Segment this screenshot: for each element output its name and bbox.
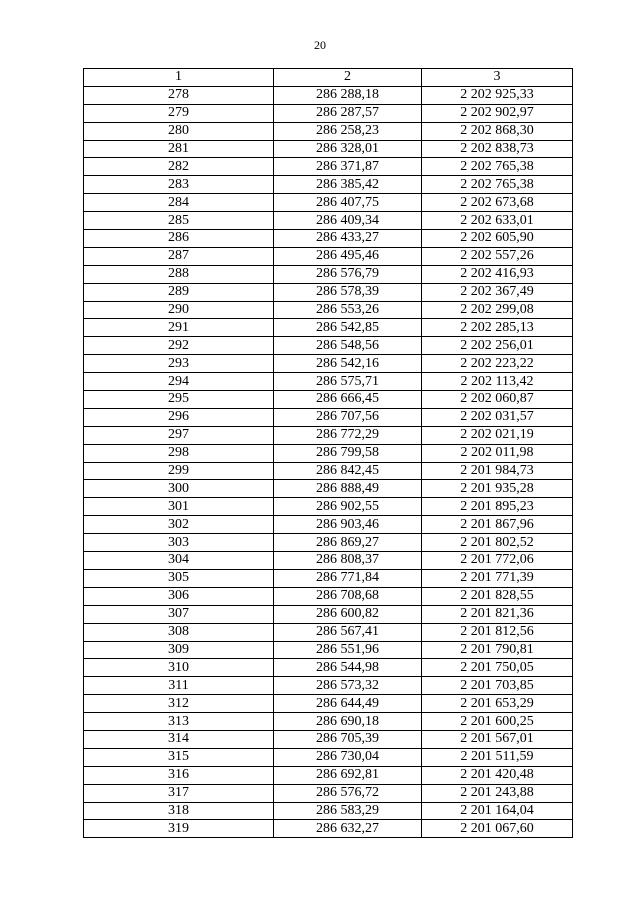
table-row [84,605,573,623]
y-coordinate-cell: 2 202 416,93 [422,265,573,283]
column-header-1: 1 [84,69,274,87]
table-row [84,194,573,212]
table-row [84,659,573,677]
y-coordinate-cell: 2 201 802,52 [422,534,573,552]
point-number-cell: 299 [84,462,274,480]
x-coordinate-cell: 286 548,56 [274,337,422,355]
table-row [84,337,573,355]
x-coordinate-cell: 286 576,79 [274,265,422,283]
table-row [84,695,573,713]
table-row [84,212,573,230]
table-row [84,480,573,498]
y-coordinate-cell: 2 201 895,23 [422,498,573,516]
point-number-cell: 297 [84,426,274,444]
y-coordinate-cell: 2 202 256,01 [422,337,573,355]
y-coordinate-cell: 2 201 067,60 [422,820,573,838]
y-coordinate-cell: 2 201 750,05 [422,659,573,677]
y-coordinate-cell: 2 202 673,68 [422,194,573,212]
x-coordinate-cell: 286 328,01 [274,140,422,158]
table-row [84,802,573,820]
point-number-cell: 294 [84,373,274,391]
y-coordinate-cell: 2 202 223,22 [422,355,573,373]
y-coordinate-cell: 2 202 060,87 [422,391,573,409]
x-coordinate-cell: 286 573,32 [274,677,422,695]
y-coordinate-cell: 2 201 703,85 [422,677,573,695]
page-number: 20 [314,38,326,52]
y-coordinate-cell: 2 201 653,29 [422,695,573,713]
point-number-cell: 316 [84,766,274,784]
point-number-cell: 311 [84,677,274,695]
y-coordinate-cell: 2 202 633,01 [422,212,573,230]
table-row [84,86,573,104]
x-coordinate-cell: 286 705,39 [274,730,422,748]
table-row [84,176,573,194]
x-coordinate-cell: 286 385,42 [274,176,422,194]
table-row [84,498,573,516]
table-row [84,391,573,409]
table-row [84,748,573,766]
table-row [84,516,573,534]
point-number-cell: 288 [84,265,274,283]
point-number-cell: 314 [84,730,274,748]
x-coordinate-cell: 286 808,37 [274,552,422,570]
x-coordinate-cell: 286 772,29 [274,426,422,444]
x-coordinate-cell: 286 576,72 [274,784,422,802]
y-coordinate-cell: 2 201 600,25 [422,713,573,731]
y-coordinate-cell: 2 202 765,38 [422,176,573,194]
table-row [84,766,573,784]
table-row [84,247,573,265]
x-coordinate-cell: 286 888,49 [274,480,422,498]
x-coordinate-cell: 286 544,98 [274,659,422,677]
y-coordinate-cell: 2 202 557,26 [422,247,573,265]
point-number-cell: 285 [84,212,274,230]
table-row [84,534,573,552]
y-coordinate-cell: 2 201 935,28 [422,480,573,498]
table-row [84,820,573,838]
table-row [84,355,573,373]
x-coordinate-cell: 286 902,55 [274,498,422,516]
point-number-cell: 280 [84,122,274,140]
coordinates-table [83,68,573,838]
y-coordinate-cell: 2 201 790,81 [422,641,573,659]
y-coordinate-cell: 2 202 285,13 [422,319,573,337]
table-row [84,319,573,337]
x-coordinate-cell: 286 632,27 [274,820,422,838]
point-number-cell: 304 [84,552,274,570]
x-coordinate-cell: 286 542,85 [274,319,422,337]
point-number-cell: 310 [84,659,274,677]
y-coordinate-cell: 2 202 925,33 [422,86,573,104]
x-coordinate-cell: 286 371,87 [274,158,422,176]
x-coordinate-cell: 286 730,04 [274,748,422,766]
y-coordinate-cell: 2 202 031,57 [422,408,573,426]
x-coordinate-cell: 286 842,45 [274,462,422,480]
y-coordinate-cell: 2 202 605,90 [422,230,573,248]
point-number-cell: 303 [84,534,274,552]
y-coordinate-cell: 2 201 243,88 [422,784,573,802]
y-coordinate-cell: 2 202 902,97 [422,104,573,122]
point-number-cell: 287 [84,247,274,265]
column-header-2: 2 [274,69,422,87]
point-number-cell: 305 [84,569,274,587]
y-coordinate-cell: 2 201 771,39 [422,569,573,587]
point-number-cell: 278 [84,86,274,104]
y-coordinate-cell: 2 201 420,48 [422,766,573,784]
x-coordinate-cell: 286 771,84 [274,569,422,587]
table-row [84,587,573,605]
table-row [84,462,573,480]
point-number-cell: 309 [84,641,274,659]
y-coordinate-cell: 2 201 828,55 [422,587,573,605]
point-number-cell: 298 [84,444,274,462]
table-row [84,140,573,158]
table-row [84,677,573,695]
point-number-cell: 318 [84,802,274,820]
table-row [84,569,573,587]
y-coordinate-cell: 2 201 821,36 [422,605,573,623]
y-coordinate-cell: 2 201 164,04 [422,802,573,820]
y-coordinate-cell: 2 201 511,59 [422,748,573,766]
table-row [84,104,573,122]
y-coordinate-cell: 2 202 868,30 [422,122,573,140]
x-coordinate-cell: 286 409,34 [274,212,422,230]
x-coordinate-cell: 286 553,26 [274,301,422,319]
x-coordinate-cell: 286 690,18 [274,713,422,731]
table-row [84,122,573,140]
point-number-cell: 302 [84,516,274,534]
y-coordinate-cell: 2 202 765,38 [422,158,573,176]
x-coordinate-cell: 286 644,49 [274,695,422,713]
point-number-cell: 300 [84,480,274,498]
x-coordinate-cell: 286 567,41 [274,623,422,641]
x-coordinate-cell: 286 708,68 [274,587,422,605]
table-row [84,408,573,426]
column-header-3: 3 [422,69,573,87]
point-number-cell: 279 [84,104,274,122]
point-number-cell: 307 [84,605,274,623]
x-coordinate-cell: 286 407,75 [274,194,422,212]
point-number-cell: 313 [84,713,274,731]
y-coordinate-cell: 2 202 011,98 [422,444,573,462]
x-coordinate-cell: 286 799,58 [274,444,422,462]
x-coordinate-cell: 286 583,29 [274,802,422,820]
y-coordinate-cell: 2 201 812,56 [422,623,573,641]
table-row [84,373,573,391]
x-coordinate-cell: 286 287,57 [274,104,422,122]
point-number-cell: 317 [84,784,274,802]
y-coordinate-cell: 2 201 772,06 [422,552,573,570]
y-coordinate-cell: 2 202 367,49 [422,283,573,301]
x-coordinate-cell: 286 288,18 [274,86,422,104]
x-coordinate-cell: 286 495,46 [274,247,422,265]
point-number-cell: 293 [84,355,274,373]
x-coordinate-cell: 286 433,27 [274,230,422,248]
table-row [84,623,573,641]
x-coordinate-cell: 286 578,39 [274,283,422,301]
table-row [84,730,573,748]
point-number-cell: 290 [84,301,274,319]
table-row [84,283,573,301]
table-row [84,713,573,731]
point-number-cell: 283 [84,176,274,194]
point-number-cell: 284 [84,194,274,212]
x-coordinate-cell: 286 542,16 [274,355,422,373]
y-coordinate-cell: 2 202 113,42 [422,373,573,391]
point-number-cell: 291 [84,319,274,337]
y-coordinate-cell: 2 201 867,96 [422,516,573,534]
point-number-cell: 306 [84,587,274,605]
x-coordinate-cell: 286 600,82 [274,605,422,623]
table-header-row [84,69,573,87]
point-number-cell: 282 [84,158,274,176]
point-number-cell: 286 [84,230,274,248]
table-row [84,426,573,444]
y-coordinate-cell: 2 201 567,01 [422,730,573,748]
x-coordinate-cell: 286 869,27 [274,534,422,552]
table-row [84,641,573,659]
table-row [84,301,573,319]
point-number-cell: 295 [84,391,274,409]
point-number-cell: 319 [84,820,274,838]
y-coordinate-cell: 2 202 838,73 [422,140,573,158]
point-number-cell: 281 [84,140,274,158]
point-number-cell: 292 [84,337,274,355]
table-row [84,444,573,462]
x-coordinate-cell: 286 575,71 [274,373,422,391]
point-number-cell: 308 [84,623,274,641]
table-row [84,230,573,248]
point-number-cell: 289 [84,283,274,301]
point-number-cell: 301 [84,498,274,516]
table-row [84,158,573,176]
x-coordinate-cell: 286 903,46 [274,516,422,534]
x-coordinate-cell: 286 692,81 [274,766,422,784]
x-coordinate-cell: 286 258,23 [274,122,422,140]
y-coordinate-cell: 2 202 299,08 [422,301,573,319]
point-number-cell: 315 [84,748,274,766]
table-row [84,265,573,283]
table-row [84,784,573,802]
x-coordinate-cell: 286 666,45 [274,391,422,409]
x-coordinate-cell: 286 707,56 [274,408,422,426]
table-body [84,86,573,837]
table-row [84,552,573,570]
y-coordinate-cell: 2 202 021,19 [422,426,573,444]
point-number-cell: 312 [84,695,274,713]
point-number-cell: 296 [84,408,274,426]
x-coordinate-cell: 286 551,96 [274,641,422,659]
y-coordinate-cell: 2 201 984,73 [422,462,573,480]
